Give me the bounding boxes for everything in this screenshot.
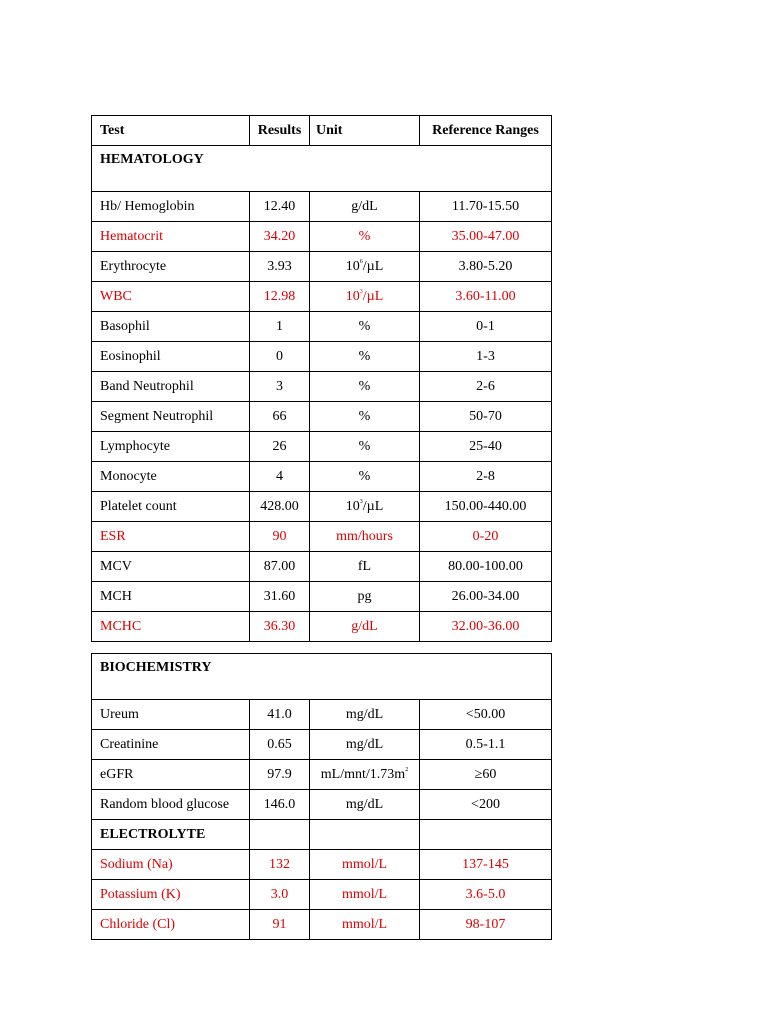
unit-value: pg <box>310 582 420 612</box>
reference-range: <50.00 <box>420 700 552 730</box>
test-name: MCH <box>92 582 250 612</box>
table-header-row <box>92 116 552 146</box>
reference-range: 2-8 <box>420 462 552 492</box>
result-value: 3.93 <box>250 252 310 282</box>
unit-value: mg/dL <box>310 730 420 760</box>
empty-cell <box>310 820 420 850</box>
table-row <box>92 282 552 312</box>
unit-value: % <box>310 342 420 372</box>
unit-value <box>310 760 420 790</box>
table-row <box>92 700 552 730</box>
test-name: eGFR <box>92 760 250 790</box>
reference-range: 11.70-15.50 <box>420 192 552 222</box>
reference-range: 32.00-36.00 <box>420 612 552 642</box>
reference-range: 1-3 <box>420 342 552 372</box>
reference-range: 0.5-1.1 <box>420 730 552 760</box>
header-test: Test <box>92 116 250 146</box>
test-name: WBC <box>92 282 250 312</box>
test-name: MCHC <box>92 612 250 642</box>
unit-base: 10 <box>345 258 360 274</box>
test-name: Platelet count <box>92 492 250 522</box>
test-name: Creatinine <box>92 730 250 760</box>
unit-value: g/dL <box>310 612 420 642</box>
reference-range: 150.00-440.00 <box>420 492 552 522</box>
section-row-hematology <box>92 146 552 192</box>
table-row <box>92 760 552 790</box>
test-name: MCV <box>92 552 250 582</box>
result-value: 90 <box>250 522 310 552</box>
section-row-biochemistry <box>92 654 552 700</box>
result-value: 132 <box>250 850 310 880</box>
table-row <box>92 492 552 522</box>
test-name: Erythrocyte <box>92 252 250 282</box>
test-name: Basophil <box>92 312 250 342</box>
unit-value: % <box>310 222 420 252</box>
table-row <box>92 462 552 492</box>
reference-range: 0-20 <box>420 522 552 552</box>
empty-cell <box>250 820 310 850</box>
table-row <box>92 612 552 642</box>
section-title-hematology: HEMATOLOGY <box>92 146 552 192</box>
unit-value: mg/dL <box>310 700 420 730</box>
table-row <box>92 372 552 402</box>
unit-value: % <box>310 372 420 402</box>
result-value: 36.30 <box>250 612 310 642</box>
hematology-table <box>91 115 552 642</box>
section-title-electrolyte: ELECTROLYTE <box>92 820 250 850</box>
reference-range: 50-70 <box>420 402 552 432</box>
unit-value: % <box>310 432 420 462</box>
result-value: 34.20 <box>250 222 310 252</box>
test-name: Band Neutrophil <box>92 372 250 402</box>
header-unit: Unit <box>310 116 420 146</box>
table-row <box>92 790 552 820</box>
reference-range: ≥60 <box>420 760 552 790</box>
unit-value: mm/hours <box>310 522 420 552</box>
result-value: 4 <box>250 462 310 492</box>
reference-range: 3.6-5.0 <box>420 880 552 910</box>
table-row <box>92 850 552 880</box>
table-row <box>92 312 552 342</box>
table-row <box>92 910 552 940</box>
result-value: 31.60 <box>250 582 310 612</box>
reference-range: 3.80-5.20 <box>420 252 552 282</box>
header-reference: Reference Ranges <box>420 116 552 146</box>
reference-range: 137-145 <box>420 850 552 880</box>
unit-rest: /µL <box>362 258 384 274</box>
unit-value: mmol/L <box>310 880 420 910</box>
header-results: Results <box>250 116 310 146</box>
result-value: 87.00 <box>250 552 310 582</box>
test-name: Sodium (Na) <box>92 850 250 880</box>
result-value: 97.9 <box>250 760 310 790</box>
result-value: 1 <box>250 312 310 342</box>
reference-range: <200 <box>420 790 552 820</box>
unit-value: % <box>310 402 420 432</box>
unit-value: g/dL <box>310 192 420 222</box>
table-row <box>92 880 552 910</box>
empty-cell <box>420 820 552 850</box>
unit-value: mmol/L <box>310 850 420 880</box>
unit-value <box>310 252 420 282</box>
test-name: Chloride (Cl) <box>92 910 250 940</box>
unit-rest: /µL <box>362 288 384 304</box>
table-row <box>92 252 552 282</box>
unit-base: 10 <box>345 288 360 304</box>
result-value: 146.0 <box>250 790 310 820</box>
biochemistry-table <box>91 653 552 940</box>
unit-exponent: 6 <box>359 258 363 265</box>
test-name: Hematocrit <box>92 222 250 252</box>
unit-rest: /µL <box>362 498 384 514</box>
result-value: 0 <box>250 342 310 372</box>
unit-value: fL <box>310 552 420 582</box>
table-row <box>92 432 552 462</box>
reference-range: 80.00-100.00 <box>420 552 552 582</box>
unit-base: 10 <box>345 498 360 514</box>
test-name: Eosinophil <box>92 342 250 372</box>
result-value: 12.98 <box>250 282 310 312</box>
test-name: Monocyte <box>92 462 250 492</box>
result-value: 0.65 <box>250 730 310 760</box>
table-row <box>92 342 552 372</box>
test-name: Random blood glucose <box>92 790 250 820</box>
unit-exponent: 3 <box>359 498 363 505</box>
table-row <box>92 552 552 582</box>
result-value: 3 <box>250 372 310 402</box>
unit-value: % <box>310 312 420 342</box>
table-row <box>92 402 552 432</box>
section-title-biochemistry: BIOCHEMISTRY <box>92 654 552 700</box>
table-row <box>92 582 552 612</box>
test-name: Hb/ Hemoglobin <box>92 192 250 222</box>
result-value: 26 <box>250 432 310 462</box>
reference-range: 0-1 <box>420 312 552 342</box>
test-name: Potassium (K) <box>92 880 250 910</box>
section-row-electrolyte <box>92 820 552 850</box>
reference-range: 26.00-34.00 <box>420 582 552 612</box>
result-value: 3.0 <box>250 880 310 910</box>
unit-exponent: 2 <box>405 766 409 773</box>
result-value: 12.40 <box>250 192 310 222</box>
test-name: ESR <box>92 522 250 552</box>
reference-range: 35.00-47.00 <box>420 222 552 252</box>
result-value: 66 <box>250 402 310 432</box>
unit-value <box>310 282 420 312</box>
table-row <box>92 730 552 760</box>
unit-exponent: 3 <box>359 288 363 295</box>
table-row <box>92 222 552 252</box>
reference-range: 2-6 <box>420 372 552 402</box>
table-row <box>92 522 552 552</box>
unit-value: mmol/L <box>310 910 420 940</box>
unit-value: mg/dL <box>310 790 420 820</box>
reference-range: 98-107 <box>420 910 552 940</box>
reference-range: 3.60-11.00 <box>420 282 552 312</box>
unit-value <box>310 492 420 522</box>
result-value: 428.00 <box>250 492 310 522</box>
result-value: 41.0 <box>250 700 310 730</box>
table-row <box>92 192 552 222</box>
unit-value: % <box>310 462 420 492</box>
test-name: Lymphocyte <box>92 432 250 462</box>
test-name: Segment Neutrophil <box>92 402 250 432</box>
result-value: 91 <box>250 910 310 940</box>
unit-base: mL/mnt/1.73m <box>320 766 406 782</box>
test-name: Ureum <box>92 700 250 730</box>
reference-range: 25-40 <box>420 432 552 462</box>
